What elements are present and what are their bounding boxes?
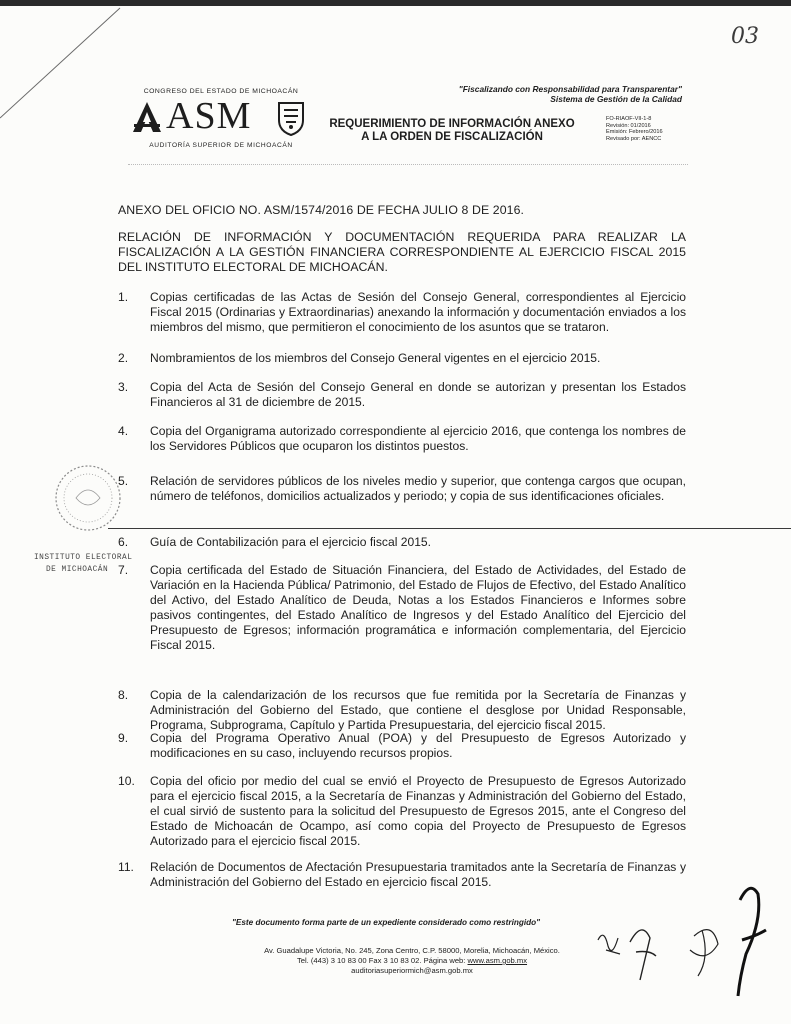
item-text: Relación de servidores públicos de los niveles medio y superior, que contenga cargos que ocupan, número de teléfonos, domicilios actualizados y periodo; y copia de sus identificaciones oficiales. [150, 474, 686, 503]
header-divider [128, 164, 688, 165]
quality-system-text: Sistema de Gestión de la Calidad [550, 94, 682, 104]
email-text: auditoriasuperiormich@asm.gob.mx [351, 966, 473, 975]
item-text: Copia del Programa Operativo Anual (POA) y del Presupuesto de Egresos Autorizado y modificaciones en su caso, incluyendo recursos propios. [150, 731, 686, 760]
item-number: 6. [118, 535, 129, 549]
title-line-1: REQUERIMIENTO DE INFORMACIÓN ANEXO [329, 118, 575, 130]
meta-reviewed: Revisado por: AENCC [606, 135, 662, 142]
logo-subtitle: AUDITORÍA SUPERIOR DE MICHOACÁN [149, 142, 293, 149]
asm-emblem-icon [132, 100, 162, 134]
meta-revision: Revisión: 01/2016 [606, 122, 651, 129]
item-number: 3. [118, 380, 129, 394]
stamp-text-1: INSTITUTO ELECTORAL [34, 554, 133, 562]
contact-line [232, 956, 592, 966]
document-control-info [606, 116, 663, 142]
meta-issue: Emisión: Febrero/2016 [606, 129, 663, 136]
item-text: Guía de Contabilización para el ejercicio fiscal 2015. [150, 535, 432, 549]
institution-name: CONGRESO DEL ESTADO DE MICHOACÁN [143, 88, 299, 95]
item-number: 7. [118, 563, 129, 577]
item-text: Relación de Documentos de Afectación Presupuestaria tramitados ante la Secretaría de Finanzas y Administración del Gobierno del Estado en ejercicio fiscal 2015. [150, 860, 686, 889]
handwritten-page-number: 03 [731, 24, 759, 49]
footer-address [232, 946, 592, 976]
scan-fold-line [108, 528, 791, 529]
restricted-notice: "Este documento forma parte de un expediente considerado como restringido" [232, 918, 541, 927]
document-title [322, 118, 582, 144]
address-line: Av. Guadalupe Victoria, No. 245, Zona Centro, C.P. 58000, Morelia, Michoacán, México. [264, 946, 560, 955]
item-text: Nombramientos de los miembros del Consejo General vigentes en el ejercicio 2015. [150, 351, 601, 365]
item-text: Copia certificada del Estado de Situación Financiera, del Estado de Actividades, del Estado de Variación en la Hacienda Pública/ Patrimonio, del Estado de Flujos de Efectivo, del Estado Analítico del Activo, del Estado Analítico de Deuda, Notas a los Estados Financieros e Informes sobre pasivos contingentes, del Estado Analítico de Ingresos y del Estado Analítico del Ejercicio del Presupuesto de Egresos; información programática e información complementaria, del Ejercicio Fiscal 2015. [150, 563, 686, 652]
item-text: Copia del oficio por medio del cual se envió el Proyecto de Presupuesto de Egresos Autorizado para el ejercicio fiscal 2015, a la Secretaría de Finanzas y Administración del Gobierno del Estado, el cual sirvió de sustento para la solicitud del Presupuesto de Egresos 2015, ante el Congreso del Estado de Michoacán de Ocampo, así como copia del Proyecto de Presupuesto de Egresos Autorizado para el ejercicio fiscal 2015. [150, 774, 686, 848]
meta-code: FO-RIAOF-VII-1-8 [606, 116, 652, 122]
item-number: 4. [118, 424, 129, 438]
item-number: 11. [118, 860, 134, 874]
item-text: Copia de la calendarización de los recursos que fue remitida por la Secretaría de Finanzas y Administración del Gobierno del Estado, que contiene el desglose por Unidad Responsable, Programa, Subprograma, Capítulo y Partida Presupuestaria, del ejercicio fiscal 2015. [150, 688, 686, 732]
item-number: 9. [118, 731, 129, 745]
phone-text: Tel. (443) 3 10 83 00 Fax 3 10 83 02. Página web: [296, 956, 468, 965]
logo-text: ASM [166, 95, 252, 137]
asm-logo [128, 78, 314, 162]
item-number: 2. [118, 351, 129, 365]
slogan-text: "Fiscalizando con Responsabilidad para Transparentar" [458, 84, 682, 94]
state-seal-icon [276, 100, 306, 136]
item-number: 5. [118, 474, 129, 488]
annex-intro: RELACIÓN DE INFORMACIÓN Y DOCUMENTACIÓN REQUERIDA PARA REALIZAR LA FISCALIZACIÓN A LA GESTIÓN FINANCIERA CORRESPONDIENTE AL EJERCICIO FISCAL 2015 DEL INSTITUTO ELECTORAL DE MICHOACÁN. [118, 230, 686, 274]
website-link[interactable]: www.asm.gob.mx [467, 956, 528, 965]
title-line-2: A LA ORDEN DE FISCALIZACIÓN [361, 131, 543, 143]
item-text: Copias certificadas de las Actas de Sesión del Consejo General, correspondientes al Ejercicio Fiscal 2015 (Ordinarias y Extraordinarias) anexando la información y documentación enviados a los miembros del mismo, que permitieron el conocimiento de los asuntos que se trataron. [150, 290, 686, 334]
item-number: 1. [118, 290, 129, 304]
item-text: Copia del Acta de Sesión del Consejo General en donde se autorizan y presentan los Estados Financieros al 31 de diciembre de 2015. [150, 380, 686, 409]
item-number: 8. [118, 688, 129, 702]
item-text: Copia del Organigrama autorizado correspondiente al ejercicio 2016, que contenga los nombres de los Servidores Públicos que ocuparon los distintos puestos. [150, 424, 686, 453]
header-slogan [459, 84, 682, 104]
annex-subject: ANEXO DEL OFICIO NO. ASM/1574/2016 DE FECHA JULIO 8 DE 2016. [118, 203, 525, 217]
handwritten-signatures [590, 880, 790, 1000]
stamp-text-2: DE MICHOACÁN [46, 566, 109, 574]
document-header [128, 78, 688, 162]
item-number: 10. [118, 774, 135, 788]
